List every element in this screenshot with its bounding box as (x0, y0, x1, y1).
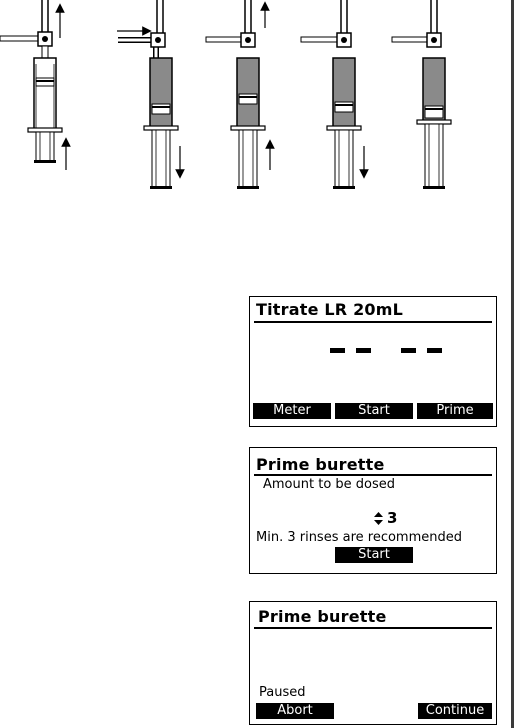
syringe-1 (0, 0, 62, 163)
start-softkey[interactable]: Start (335, 403, 413, 419)
syringe-4 (301, 0, 361, 189)
screen-title: Prime burette (256, 455, 385, 474)
lcd-screen-prime-setup (249, 447, 497, 574)
amount-value: 3 (387, 509, 398, 527)
title-divider (254, 474, 492, 476)
up-down-arrow-icon[interactable] (374, 512, 383, 525)
abort-softkey[interactable]: Abort (256, 703, 334, 719)
page-margin-rule (511, 0, 514, 728)
recommendation-text: Min. 3 rinses are recommended (256, 530, 462, 545)
continue-softkey[interactable]: Continue (418, 703, 492, 719)
amount-stepper[interactable] (374, 509, 397, 527)
status-text: Paused (259, 685, 306, 700)
syringe-3 (206, 0, 265, 189)
syringe-2 (118, 0, 178, 189)
meter-softkey[interactable]: Meter (253, 403, 331, 419)
syringe-5 (392, 0, 451, 189)
screen-title: Prime burette (258, 607, 387, 626)
title-divider (254, 627, 492, 629)
prime-softkey[interactable]: Prime (417, 403, 493, 419)
burette-diagram (0, 0, 505, 200)
start-softkey[interactable]: Start (335, 547, 413, 563)
lcd-screen-prime-paused (249, 601, 497, 725)
amount-label: Amount to be dosed (263, 477, 396, 492)
lcd-screen-titrate (249, 296, 497, 427)
title-divider (254, 321, 492, 323)
screen-title: Titrate LR 20mL (256, 300, 404, 319)
